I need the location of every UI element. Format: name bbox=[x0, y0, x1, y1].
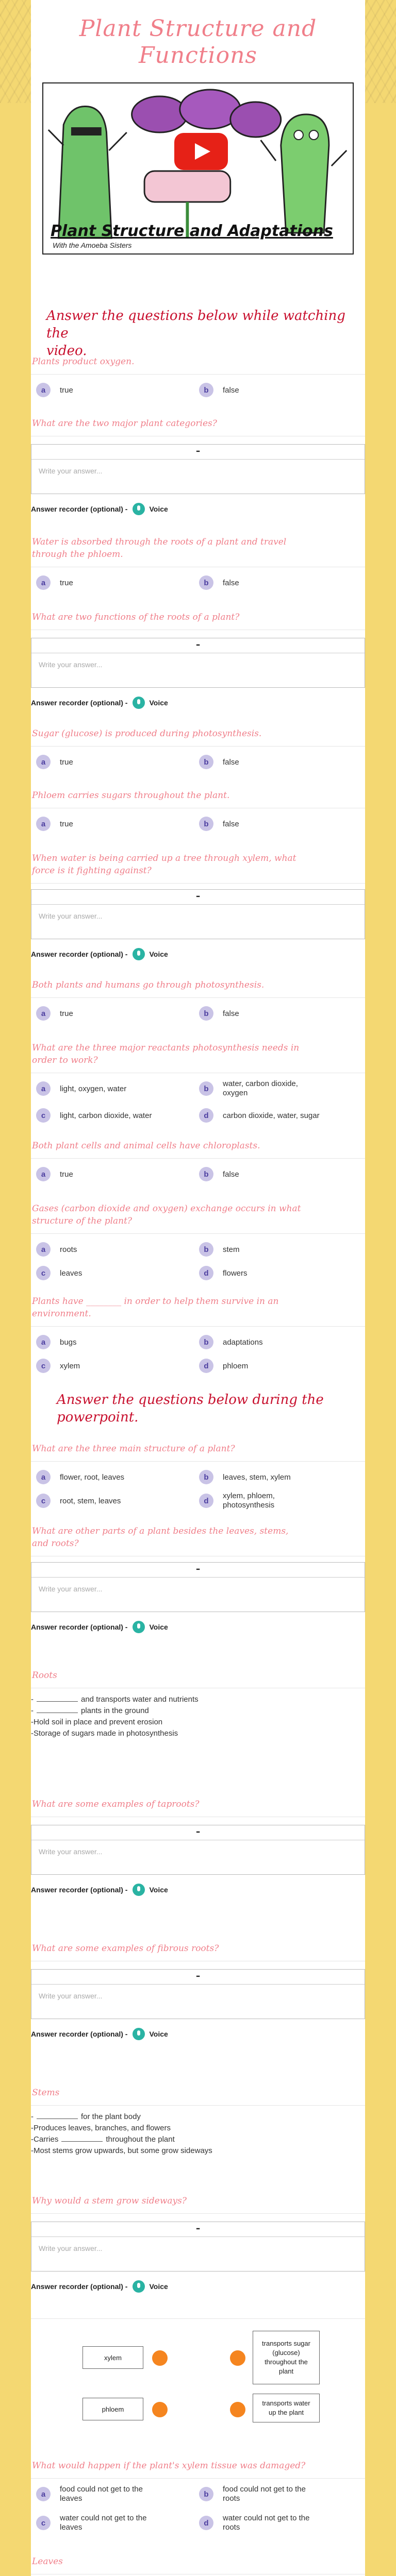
editor-toolbar: ⁃ bbox=[31, 890, 365, 905]
microphone-icon bbox=[133, 2028, 145, 2040]
option-text: true bbox=[60, 578, 73, 587]
match-handle-left-phloem[interactable] bbox=[152, 2402, 168, 2417]
match-handle-left-xylem[interactable] bbox=[152, 2350, 168, 2366]
option-badge: b bbox=[199, 383, 213, 397]
answer-box bbox=[31, 889, 365, 939]
question-prompt-line: Plants have ________ in order to help them survive in an bbox=[32, 1296, 279, 1307]
option-d[interactable] bbox=[199, 1357, 248, 1375]
answer-box bbox=[31, 2222, 365, 2272]
answer-box bbox=[31, 1969, 365, 2019]
question-prompt-line: structure of the plant? bbox=[32, 1216, 133, 1226]
option-a[interactable] bbox=[36, 1240, 77, 1259]
question-prompt-line: and roots? bbox=[32, 1538, 79, 1549]
note-text: - bbox=[31, 1706, 34, 1715]
fill-blank bbox=[37, 1694, 78, 1702]
question-5 bbox=[31, 727, 365, 767]
option-text: carbon dioxide, water, sugar bbox=[223, 1111, 320, 1120]
note-point: -Hold soil in place and prevent erosion bbox=[31, 1718, 163, 1726]
section-heading-line: video. bbox=[46, 343, 87, 359]
note-point: -Produces leaves, branches, and flowers bbox=[31, 2124, 171, 2132]
option-badge: b bbox=[199, 1167, 213, 1181]
option-b[interactable] bbox=[199, 815, 239, 833]
fill-blank bbox=[37, 2111, 78, 2119]
microphone-icon bbox=[133, 948, 145, 960]
option-a[interactable] bbox=[36, 2483, 143, 2505]
option-a[interactable] bbox=[36, 1468, 124, 1486]
question-prompt-line: order to work? bbox=[32, 1055, 98, 1065]
option-a[interactable] bbox=[36, 1079, 126, 1098]
option-c[interactable] bbox=[36, 1264, 82, 1282]
note-point: -Storage of sugars made in photosynthesis bbox=[31, 1729, 178, 1738]
recorder-label: Answer recorder (optional) - bbox=[31, 1623, 128, 1631]
recorder-label: Answer recorder (optional) - bbox=[31, 2282, 128, 2291]
option-text: false bbox=[223, 757, 239, 767]
answer-recorder bbox=[31, 697, 168, 709]
option-badge: d bbox=[199, 1494, 213, 1508]
voice-label: Voice bbox=[149, 950, 168, 958]
option-badge: a bbox=[36, 383, 51, 397]
option-badge: c bbox=[36, 1494, 51, 1508]
option-b[interactable] bbox=[199, 573, 239, 592]
question-8 bbox=[31, 979, 365, 1018]
option-badge: a bbox=[36, 1470, 51, 1484]
option-text: leaves bbox=[60, 2523, 82, 2532]
question-19 bbox=[31, 2460, 365, 2532]
option-a[interactable] bbox=[36, 815, 73, 833]
option-badge: b bbox=[199, 1470, 213, 1484]
option-b[interactable] bbox=[199, 1077, 298, 1100]
question-prompt-line: When water is being carried up a tree through xylem, what bbox=[32, 853, 296, 863]
option-badge: b bbox=[199, 817, 213, 831]
option-badge: a bbox=[36, 817, 51, 831]
answer-box bbox=[31, 638, 365, 688]
option-text: true bbox=[60, 1009, 73, 1018]
answer-input[interactable] bbox=[31, 2237, 365, 2271]
option-text: photosynthesis bbox=[223, 1501, 275, 1510]
answer-box bbox=[31, 1825, 365, 1875]
option-b[interactable] bbox=[199, 753, 239, 771]
question-prompt-line: What are the three major reactants photosynthesis needs in bbox=[32, 1043, 300, 1053]
recorder-label: Answer recorder (optional) - bbox=[31, 699, 128, 707]
answer-input[interactable] bbox=[31, 653, 365, 687]
option-text: water could not get to the bbox=[60, 2514, 147, 2522]
option-b[interactable] bbox=[199, 1333, 263, 1351]
question-prompt-line: What are other parts of a plant besides the leaves, stems, bbox=[32, 1526, 289, 1536]
question-17 bbox=[31, 2195, 365, 2291]
note-point bbox=[31, 2111, 365, 2123]
question-11 bbox=[31, 1202, 365, 1278]
option-badge: c bbox=[36, 1359, 51, 1373]
option-text: true bbox=[60, 757, 73, 767]
note-text: for the plant body bbox=[81, 2112, 141, 2121]
section-heading-video bbox=[31, 307, 365, 360]
stems-notes bbox=[31, 2087, 365, 2155]
question-prompt-line: force is it fighting against? bbox=[32, 866, 152, 876]
question-prompt: What are the three main structure of a plant? bbox=[32, 1444, 235, 1454]
option-text: flower, root, leaves bbox=[60, 1472, 125, 1482]
option-text: root, stem, leaves bbox=[60, 1496, 121, 1505]
notes-heading: Roots bbox=[32, 1670, 57, 1681]
question-14 bbox=[31, 1525, 365, 1631]
question-6 bbox=[31, 789, 365, 828]
question-7 bbox=[31, 852, 365, 958]
option-a[interactable] bbox=[36, 1333, 77, 1351]
option-text: stem bbox=[223, 1245, 240, 1254]
voice-label: Voice bbox=[149, 1623, 168, 1631]
voice-button[interactable] bbox=[133, 1621, 168, 1633]
question-18-matching bbox=[31, 2318, 365, 2437]
answer-box bbox=[31, 1562, 365, 1612]
option-text: roots bbox=[223, 2494, 240, 2503]
microphone-icon bbox=[133, 2280, 145, 2293]
option-text: water could not get to the bbox=[223, 2514, 310, 2522]
editor-toolbar: ⁃ bbox=[31, 638, 365, 653]
question-prompt: What would happen if the plant's xylem tissue was damaged? bbox=[32, 2461, 306, 2471]
option-badge: a bbox=[36, 1006, 51, 1021]
option-text: food could not get to the bbox=[223, 2485, 306, 2494]
option-badge: c bbox=[36, 1108, 51, 1123]
option-text: false bbox=[223, 1009, 239, 1018]
question-prompt: What are two functions of the roots of a plant? bbox=[32, 612, 240, 622]
match-right-water bbox=[253, 2394, 320, 2422]
option-text: xylem, phloem, bbox=[223, 1492, 275, 1500]
option-text: adaptations bbox=[223, 1337, 263, 1347]
option-badge: a bbox=[36, 2487, 51, 2501]
option-text: false bbox=[223, 385, 239, 395]
notes-heading: Stems bbox=[32, 2088, 60, 2098]
question-2 bbox=[31, 417, 365, 513]
editor-toolbar: ⁃ bbox=[31, 2222, 365, 2237]
video-subcaption: With the Amoeba Sisters bbox=[53, 241, 132, 249]
recorder-label: Answer recorder (optional) - bbox=[31, 950, 128, 958]
answer-recorder bbox=[31, 2280, 168, 2293]
option-text: leaves bbox=[60, 1268, 82, 1278]
question-prompt-line: environment. bbox=[32, 1309, 91, 1319]
option-text: true bbox=[60, 1170, 73, 1179]
answer-input[interactable] bbox=[31, 460, 365, 494]
option-text: false bbox=[223, 1170, 239, 1179]
option-text: false bbox=[223, 819, 239, 828]
question-prompt: What are some examples of fibrous roots? bbox=[32, 1943, 219, 1954]
editor-toolbar: ⁃ bbox=[31, 1970, 365, 1985]
option-text: true bbox=[60, 819, 73, 828]
voice-button[interactable] bbox=[133, 1884, 168, 1896]
voice-button[interactable] bbox=[133, 2028, 168, 2040]
option-c[interactable] bbox=[36, 1492, 121, 1510]
voice-button[interactable] bbox=[133, 697, 168, 709]
section-heading-line: Answer the questions below during the bbox=[57, 1392, 324, 1408]
option-a[interactable] bbox=[36, 573, 73, 592]
question-12 bbox=[31, 1295, 365, 1370]
option-badge: b bbox=[199, 755, 213, 769]
match-handle-right-water[interactable] bbox=[230, 2402, 245, 2417]
option-badge: c bbox=[36, 1266, 51, 1280]
question-prompt: Sugar (glucose) is produced during photosynthesis. bbox=[32, 728, 262, 739]
video-caption: Plant Structure and Adaptations bbox=[51, 222, 333, 240]
question-prompt-line: through the phloem. bbox=[32, 549, 123, 560]
option-b[interactable] bbox=[199, 1468, 291, 1486]
note-point bbox=[31, 2134, 365, 2145]
fill-blank bbox=[61, 2134, 103, 2142]
match-text: transports water bbox=[262, 2399, 310, 2407]
option-badge: b bbox=[199, 575, 213, 590]
voice-label: Voice bbox=[149, 1886, 168, 1894]
match-text: (glucose) bbox=[272, 2349, 300, 2357]
option-text: bugs bbox=[60, 1337, 77, 1347]
question-prompt: What are some examples of taproots? bbox=[32, 1799, 200, 1809]
match-left-xylem: xylem bbox=[82, 2346, 143, 2369]
option-d[interactable] bbox=[199, 1106, 320, 1125]
microphone-icon bbox=[133, 697, 145, 709]
option-a[interactable] bbox=[36, 1165, 73, 1183]
option-a[interactable] bbox=[36, 1004, 73, 1023]
recorder-label: Answer recorder (optional) - bbox=[31, 2030, 128, 2038]
microphone-icon bbox=[133, 503, 145, 515]
section-heading-powerpoint bbox=[31, 1391, 365, 1426]
note-text: - bbox=[31, 1695, 34, 1704]
question-9 bbox=[31, 1042, 365, 1120]
option-badge: d bbox=[199, 1108, 213, 1123]
voice-button[interactable] bbox=[133, 948, 168, 960]
question-15 bbox=[31, 1798, 365, 1894]
voice-button[interactable] bbox=[133, 503, 168, 515]
question-prompt-line: Gases (carbon dioxide and oxygen) exchange occurs in what bbox=[32, 1204, 301, 1214]
question-13 bbox=[31, 1443, 365, 1510]
note-text: -Carries bbox=[31, 2135, 59, 2144]
option-badge: a bbox=[36, 1167, 51, 1181]
option-badge: a bbox=[36, 575, 51, 590]
option-badge: a bbox=[36, 755, 51, 769]
question-prompt-line: Water is absorbed through the roots of a plant and travel bbox=[32, 537, 287, 547]
option-badge: b bbox=[199, 1081, 213, 1096]
microphone-icon bbox=[133, 1884, 145, 1896]
option-text: flowers bbox=[223, 1268, 248, 1278]
option-b[interactable] bbox=[199, 1004, 239, 1023]
answer-input[interactable] bbox=[31, 1840, 365, 1874]
option-b[interactable] bbox=[199, 381, 239, 399]
question-1 bbox=[31, 355, 365, 395]
option-a[interactable] bbox=[36, 381, 73, 399]
option-text: oxygen bbox=[223, 1089, 248, 1097]
roots-notes bbox=[31, 1669, 365, 1738]
question-4 bbox=[31, 611, 365, 707]
option-badge: d bbox=[199, 2516, 213, 2530]
match-text: up the plant bbox=[269, 2409, 304, 2416]
question-prompt: Phloem carries sugars throughout the plant. bbox=[32, 790, 230, 801]
voice-label: Voice bbox=[149, 505, 168, 513]
recorder-label: Answer recorder (optional) - bbox=[31, 1886, 128, 1894]
note-point bbox=[31, 1705, 365, 1717]
section-heading-line: Answer the questions below while watching the bbox=[46, 308, 345, 341]
option-c[interactable] bbox=[36, 1357, 80, 1375]
question-10 bbox=[31, 1140, 365, 1179]
leaves-notes bbox=[31, 2555, 365, 2574]
option-text: food could not get to the bbox=[60, 2485, 143, 2494]
voice-label: Voice bbox=[149, 2282, 168, 2291]
match-text: plant bbox=[278, 2367, 294, 2375]
option-badge: a bbox=[36, 1335, 51, 1349]
option-text: water, carbon dioxide, bbox=[223, 1079, 298, 1088]
question-prompt: What are the two major plant categories? bbox=[32, 418, 217, 429]
note-text: throughout the plant bbox=[106, 2135, 175, 2144]
question-prompt: Why would a stem grow sideways? bbox=[32, 2196, 187, 2206]
voice-button[interactable] bbox=[133, 2280, 168, 2293]
answer-input[interactable] bbox=[31, 1578, 365, 1612]
voice-label: Voice bbox=[149, 2030, 168, 2038]
answer-box bbox=[31, 444, 365, 494]
match-text: transports sugar bbox=[262, 2340, 310, 2347]
option-d[interactable] bbox=[199, 1489, 275, 1512]
recorder-label: Answer recorder (optional) - bbox=[31, 505, 128, 513]
option-text: leaves, stem, xylem bbox=[223, 1472, 291, 1482]
editor-toolbar: ⁃ bbox=[31, 1825, 365, 1840]
option-badge: b bbox=[199, 1242, 213, 1257]
option-text: xylem bbox=[60, 1361, 80, 1370]
option-badge: b bbox=[199, 1335, 213, 1349]
worksheet bbox=[31, 0, 365, 2576]
option-a[interactable] bbox=[36, 753, 73, 771]
answer-recorder bbox=[31, 1884, 168, 1896]
option-b[interactable] bbox=[199, 1240, 240, 1259]
microphone-icon bbox=[133, 1621, 145, 1633]
option-text: roots bbox=[60, 1245, 77, 1254]
play-icon[interactable] bbox=[174, 133, 228, 170]
option-text: leaves bbox=[60, 2494, 82, 2503]
question-prompt: Both plants and humans go through photosynthesis. bbox=[32, 980, 265, 990]
option-badge: c bbox=[36, 2516, 51, 2530]
note-text: - bbox=[31, 2112, 34, 2121]
option-badge: a bbox=[36, 1081, 51, 1096]
option-d[interactable] bbox=[199, 1264, 248, 1282]
question-16 bbox=[31, 1942, 365, 2038]
answer-recorder bbox=[31, 1621, 168, 1633]
answer-recorder bbox=[31, 948, 168, 960]
option-text: true bbox=[60, 385, 73, 395]
option-text: false bbox=[223, 578, 239, 587]
voice-label: Voice bbox=[149, 699, 168, 707]
option-badge: b bbox=[199, 1006, 213, 1021]
option-badge: d bbox=[199, 1266, 213, 1280]
option-text: light, carbon dioxide, water bbox=[60, 1111, 152, 1120]
option-text: light, oxygen, water bbox=[60, 1084, 127, 1093]
question-prompt: Plants product oxygen. bbox=[32, 357, 135, 367]
option-badge: a bbox=[36, 1242, 51, 1257]
note-text: plants in the ground bbox=[81, 1706, 149, 1715]
option-c[interactable] bbox=[36, 1106, 152, 1125]
match-right-sugar bbox=[253, 2331, 320, 2384]
option-b[interactable] bbox=[199, 2483, 306, 2505]
question-3 bbox=[31, 536, 365, 587]
note-point: -Most stems grow upwards, but some grow sideways bbox=[31, 2146, 212, 2155]
answer-recorder bbox=[31, 503, 168, 515]
page-title: Plant Structure and Functions bbox=[79, 15, 317, 69]
answer-input[interactable] bbox=[31, 1985, 365, 2019]
option-b[interactable] bbox=[199, 1165, 239, 1183]
option-d[interactable] bbox=[199, 2512, 309, 2534]
editor-toolbar: ⁃ bbox=[31, 445, 365, 460]
fill-blank bbox=[37, 1705, 78, 1713]
option-text: phloem bbox=[223, 1361, 249, 1370]
option-badge: b bbox=[199, 2487, 213, 2501]
section-heading-line: powerpoint. bbox=[57, 1410, 139, 1425]
notes-heading: Leaves bbox=[32, 2556, 63, 2567]
option-c[interactable] bbox=[36, 2512, 146, 2534]
match-left-phloem: phloem bbox=[82, 2398, 143, 2420]
match-text: throughout the bbox=[265, 2358, 308, 2366]
answer-recorder bbox=[31, 2028, 168, 2040]
note-point bbox=[31, 1694, 365, 1705]
option-text: roots bbox=[223, 2523, 240, 2532]
note-text: and transports water and nutrients bbox=[81, 1695, 199, 1704]
match-handle-right-sugar[interactable] bbox=[230, 2350, 245, 2366]
option-badge: d bbox=[199, 1359, 213, 1373]
video-player[interactable] bbox=[42, 82, 354, 255]
answer-input[interactable] bbox=[31, 905, 365, 939]
editor-toolbar: ⁃ bbox=[31, 1563, 365, 1578]
question-prompt: Both plant cells and animal cells have chloroplasts. bbox=[32, 1141, 260, 1151]
